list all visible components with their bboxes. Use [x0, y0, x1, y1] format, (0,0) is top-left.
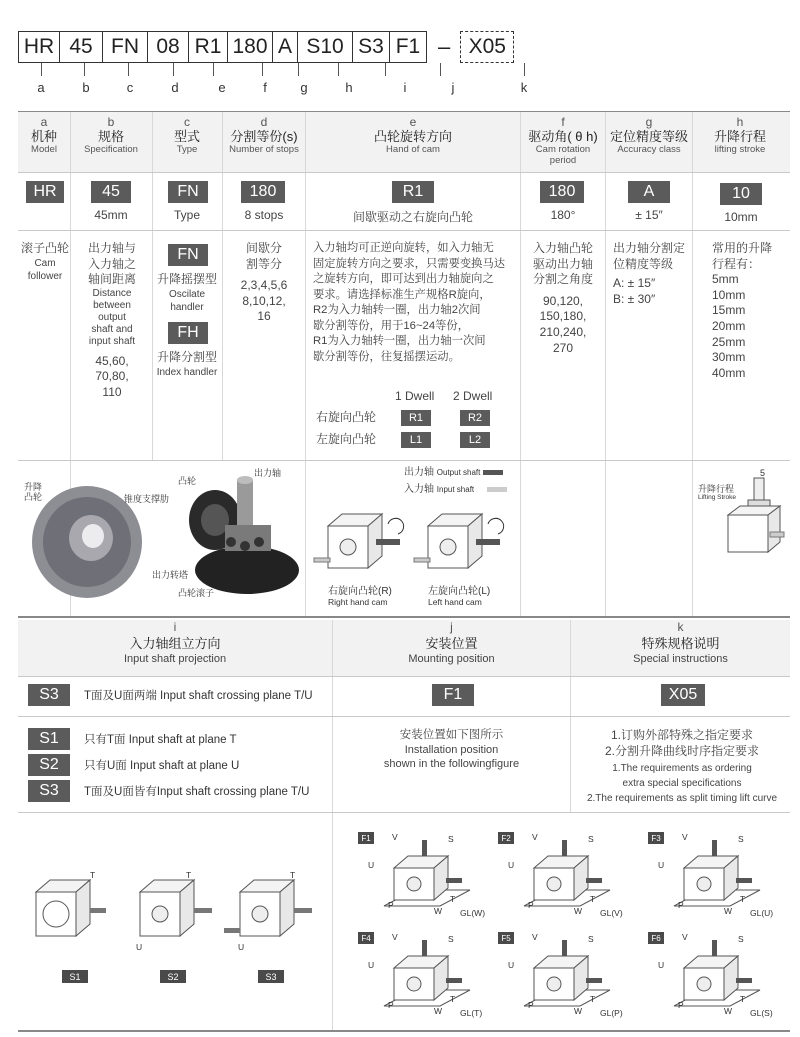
right-cam-caption: 右旋向凸轮(R) Right hand cam	[328, 586, 392, 607]
f5-tag: F5	[498, 932, 514, 944]
f4-v-label: V	[392, 932, 398, 942]
f2-figure	[520, 838, 620, 918]
input-option-s2: S2 只有U面 Input shaft at plane U	[28, 754, 239, 776]
code-letter-i: i	[403, 80, 407, 95]
cam-label: 凸轮	[178, 476, 197, 486]
cam-assembly-illustration	[175, 470, 300, 600]
f5-v-label: V	[532, 932, 538, 942]
f2-u-label: U	[508, 860, 515, 870]
f4-t-label: T	[450, 994, 456, 1004]
model-code-row	[18, 30, 514, 64]
section-k-header: k 特殊规格说明 Special instructions	[571, 620, 790, 676]
f1-v-label: V	[392, 832, 398, 842]
example-badge-b: 45	[91, 181, 131, 203]
s3-figure	[230, 876, 315, 946]
code-segment-j: F1	[389, 31, 427, 63]
col-header-d: d 分割等份(s) Number of stops	[229, 115, 299, 155]
f6-u-label: U	[658, 960, 665, 970]
lift-stroke-label: 升降行程 Lifting Stroke	[698, 484, 736, 502]
f4-p-label: P	[388, 1000, 394, 1010]
f1-gl-label: GL(W)	[460, 908, 486, 918]
code-letter-e: e	[218, 80, 226, 95]
taper-rib-label: 锥度支撑肋	[124, 494, 170, 504]
f1-s-label: S	[448, 834, 454, 844]
col-header-c: c 型式 Type	[173, 115, 201, 155]
f3-s-label: S	[738, 834, 744, 844]
f6-s-label: S	[738, 934, 744, 944]
output-shaft-label: 出力轴	[254, 468, 282, 478]
section-i-header: i 入力轴组立方向 Input shaft projection	[18, 620, 332, 676]
type-badge-fn: FN	[168, 244, 208, 266]
f2-v-label: V	[532, 832, 538, 842]
col-header-f: f 驱动角( θ h) Cam rotation period	[528, 115, 598, 166]
example-sub-b: 45mm	[94, 208, 128, 222]
right-cam-label: 右旋向凸轮	[316, 410, 377, 424]
col-header-a: a 机种 Model	[30, 115, 58, 155]
code-letter-k: k	[520, 80, 528, 95]
s3-u-label: U	[238, 942, 245, 952]
s2-t-label: T	[186, 870, 192, 880]
example-sub-c: Type	[173, 208, 201, 222]
f3-t-label: T	[740, 894, 746, 904]
section-i-example: S3 T面及U面两端 Input shaft crossing plane T/U	[28, 684, 313, 706]
code-segment-b: 45	[59, 31, 103, 63]
f2-t-label: T	[590, 894, 596, 904]
f3-gl-label: GL(U)	[750, 908, 774, 918]
left-cam-caption: 左旋向凸轮(L) Left hand cam	[428, 586, 491, 607]
f2-p-label: P	[528, 900, 534, 910]
code-segment-i: S3	[352, 31, 390, 63]
f4-figure	[380, 938, 483, 1018]
example-badge-f: 180	[540, 181, 584, 203]
code-segment-g: A	[272, 31, 298, 63]
dwell2-label: 2 Dwell	[453, 389, 493, 403]
dwell-badge-r2: R2	[460, 410, 490, 426]
s1-t-label: T	[90, 870, 96, 880]
dwell-badge-r1: R1	[401, 410, 431, 426]
section-j-example-badge: F1	[432, 684, 474, 706]
dwell-badge-l2: L2	[460, 432, 490, 448]
code-separator: –	[438, 34, 451, 59]
detail-c-fn: 升降摇摆型 Oscilate handler	[156, 272, 217, 313]
special-instructions: 1.订购外部特殊之指定要求 2.分割升降曲线时序指定要求 1.The requirements as ordering extra special specifications 2.The requirements as split timing lift curve	[586, 728, 778, 805]
example-badge-d: 180	[241, 181, 285, 203]
mounting-description: 安装位置如下图所示 Installation position shown in the followingfigure	[383, 729, 520, 771]
f1-figure	[380, 838, 480, 918]
f5-u-label: U	[508, 960, 515, 970]
detail-b: 出力轴与 入力轴之 轴间距离 Distance between output shaft and input shaft 45,60, 70,80, 110	[87, 241, 136, 399]
f2-tag: F2	[498, 832, 514, 844]
cam-roller-label: 凸轮滚子	[178, 588, 215, 598]
f4-u-label: U	[368, 960, 375, 970]
dwell-badge-l1: L1	[401, 432, 431, 448]
f2-w-label: W	[574, 906, 583, 916]
example-badge-a: HR	[26, 181, 64, 203]
s2-tag: S2	[160, 970, 186, 983]
example-badge-c: FN	[168, 181, 208, 203]
example-badge-e: R1	[392, 181, 434, 203]
code-letter-j: j	[451, 80, 455, 95]
code-letter-g: g	[300, 80, 308, 95]
f4-s-label: S	[448, 934, 454, 944]
example-sub-g: ± 15″	[635, 208, 663, 222]
input-option-s1: S1 只有T面 Input shaft at plane T	[28, 728, 237, 750]
example-sub-e: 间歇驱动之右旋向凸轮	[352, 210, 474, 224]
f6-tag: F6	[648, 932, 664, 944]
code-segment-f: 180	[227, 31, 273, 63]
code-segment-e: R1	[188, 31, 228, 63]
f6-p-label: P	[678, 1000, 684, 1010]
f6-gl-label: GL(S)	[750, 1008, 773, 1018]
col-header-h: h 升降行程 lifting stroke	[713, 115, 767, 155]
example-sub-f: 180°	[550, 208, 576, 222]
f5-gl-label: GL(P)	[600, 1008, 623, 1018]
col-header-b: b 规格 Specification	[84, 115, 138, 155]
f2-s-label: S	[588, 834, 594, 844]
dwell1-label: 1 Dwell	[395, 389, 435, 403]
f1-tag: F1	[358, 832, 374, 844]
col-header-g: g 定位精度等级 Accuracy class	[609, 115, 689, 155]
f3-w-label: W	[724, 906, 733, 916]
code-letter-d: d	[171, 80, 179, 95]
f5-t-label: T	[590, 994, 596, 1004]
section-k-example-badge: X05	[661, 684, 705, 706]
left-cam-label: 左旋向凸轮	[316, 432, 377, 446]
detail-a: 滚子凸轮 Cam follower	[20, 241, 69, 282]
s1-figure	[30, 876, 110, 946]
detail-c-fh: 升降分割型 Index handler	[156, 350, 218, 378]
lifting-stroke-diagram	[718, 470, 788, 560]
s3-t-label: T	[290, 870, 296, 880]
code-segment-a: HR	[18, 31, 60, 63]
code-segment-c: FN	[102, 31, 148, 63]
code-segment-d: 08	[147, 31, 189, 63]
s2-figure	[130, 876, 215, 946]
right-hand-cam-diagram	[318, 506, 408, 586]
input-option-s3: S3 T面及U面皆有Input shaft crossing plane T/U	[28, 780, 309, 802]
f4-tag: F4	[358, 932, 374, 944]
f2-gl-label: GL(V)	[600, 908, 623, 918]
code-letter-f: f	[263, 80, 267, 95]
example-badge-g: A	[628, 181, 670, 203]
f6-v-label: V	[682, 932, 688, 942]
example-sub-h: 10mm	[724, 210, 758, 224]
lift-cam-label: 升降 凸轮	[24, 482, 43, 503]
col-header-e: e 凸轮旋转方向 Hand of cam	[373, 115, 453, 155]
code-segment-k: X05	[460, 31, 514, 63]
f1-w-label: W	[434, 906, 443, 916]
f3-u-label: U	[658, 860, 665, 870]
f5-p-label: P	[528, 1000, 534, 1010]
detail-e-text: 入力轴均可正逆向旋转，如入力轴无 固定旋转方向之要求，只需要变换马达 之旋转方向，即可达到出力轴旋向之 要求。请选择标准生产规格R旋向， R2为入力轴转一圈，出力轴2次间 歇分割等份，用于16~24等份， R1为入力轴转一圈，出力轴一次间 歇分割等份，往复摇摆运动。	[313, 242, 506, 364]
section-j-header: j 安装位置 Mounting position	[333, 620, 570, 676]
code-letter-c: c	[126, 80, 134, 95]
detail-d: 间歇分 割等分 2,3,4,5,6 8,10,12, 16	[240, 241, 288, 324]
f6-figure	[670, 938, 770, 1018]
s2-u-label: U	[136, 942, 143, 952]
code-letter-h: h	[345, 80, 353, 95]
example-sub-d: 8 stops	[244, 208, 284, 222]
f5-w-label: W	[574, 1006, 583, 1016]
type-badge-fh: FH	[168, 322, 208, 344]
example-badge-h: 10	[720, 183, 762, 205]
f1-u-label: U	[368, 860, 375, 870]
left-hand-cam-diagram	[418, 506, 508, 586]
f5-s-label: S	[588, 934, 594, 944]
f4-w-label: W	[434, 1006, 443, 1016]
detail-f: 入力轴凸轮 驱动出力轴 分割之角度 90,120, 150,180, 210,240, 270	[532, 241, 593, 355]
code-letter-a: a	[37, 80, 45, 95]
f3-tag: F3	[648, 832, 664, 844]
s1-tag: S1	[62, 970, 88, 983]
detail-h: 常用的升降 行程有： 5mm 10mm 15mm 20mm 25mm 30mm 40mm	[712, 241, 773, 380]
code-letter-b: b	[82, 80, 90, 95]
stroke-mark: 5	[760, 468, 766, 478]
f1-t-label: T	[450, 894, 456, 904]
s3-tag: S3	[258, 970, 284, 983]
f3-figure	[670, 838, 770, 918]
f3-v-label: V	[682, 832, 688, 842]
code-segment-h: S10	[297, 31, 353, 63]
f5-figure	[520, 938, 620, 1018]
f6-t-label: T	[740, 994, 746, 1004]
f4-gl-label: GL(T)	[460, 1008, 483, 1018]
f6-w-label: W	[724, 1006, 733, 1016]
output-turret-label: 出力转塔	[152, 570, 189, 580]
f1-p-label: P	[388, 900, 394, 910]
legend-output: 出力轴 Output shaft	[404, 467, 503, 479]
f3-p-label: P	[678, 900, 684, 910]
detail-g: 出力轴分割定 位精度等级 A: ± 15″ B: ± 30″	[613, 241, 686, 306]
legend-input: 入力轴 Input shaft	[404, 484, 507, 496]
